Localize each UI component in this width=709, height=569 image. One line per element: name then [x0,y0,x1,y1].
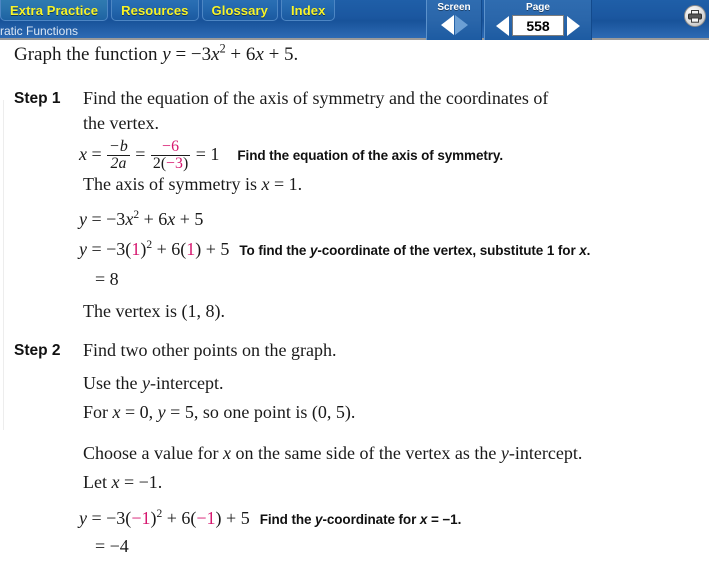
frac2-denominator [151,155,190,172]
function-substitution-equation [79,239,590,260]
screen-next-button[interactable] [455,15,468,35]
yeq1-exponent: 2 [133,209,140,221]
axis-eq-equals1: = [87,144,107,165]
let-x: x [111,472,120,492]
fraction-6-over-2neg3 [151,139,190,173]
yeq1-x: x [125,209,134,229]
frac1-denominator: 2a [107,155,130,172]
tab-resources[interactable] [111,0,198,21]
step-1-text-line1: Find the equation of the axis of symmetry and the coordinates of [83,88,549,108]
choose-y: y [500,443,509,463]
yeq2-note [239,243,590,258]
yeq3-close2: ) [215,508,222,528]
yeq3-note [260,512,462,527]
let-x-line [83,472,162,493]
frac2-den-pink: −3 [166,155,183,173]
intro-x: x [211,44,220,65]
axis-result-x: x [261,174,270,194]
yeq2-exponent: 2 [146,239,153,251]
yeq2-substituted-1b: 1 [186,239,196,259]
choose-x: x [222,443,231,463]
for-mid2: = 5, so one point is (0, 5). [165,402,356,422]
yeq2-close1: ) [140,239,147,259]
yeq3-plus6: + 6( [162,508,197,528]
page-nav-group [484,0,592,40]
axis-result-pre: The axis of symmetry is [83,174,262,194]
nav-tab-strip [0,0,338,22]
yeq3-exponent: 2 [156,508,163,520]
axis-of-symmetry-result [83,174,302,195]
for-y: y [157,402,166,422]
yeq2-y: y [79,239,87,259]
intro-exponent: 2 [219,41,226,56]
printer-icon [688,10,702,23]
yeq2-note-pre: To find the [239,243,310,258]
y-intercept-point-line [83,402,355,423]
intro-plus6: + 6 [225,44,256,65]
yeq3-note-x: x [419,512,428,527]
use-y-intercept-line [83,373,223,394]
yeq3-plus5: + 5 [221,508,250,528]
fraction-b-over-2a [107,139,130,173]
intro-y: y [162,44,171,65]
tab-glossary-label: Glossary [211,2,268,18]
step-1-text-line2: the vertex. [83,113,159,133]
tab-index-label: Index [290,2,326,18]
yeq3-substituted-neg1b: −1 [196,508,216,528]
yeq2-substituted-1a: 1 [131,239,141,259]
lesson-content [0,40,709,569]
page-nav-label: Page [526,2,550,13]
second-point-y-result: = −4 [95,536,129,556]
frac2-numerator: −6 [162,138,179,155]
yeq1-plus6: + 6 [139,209,168,229]
use-pre: Use the [83,373,142,393]
screen-nav-group [426,0,482,40]
yeq1-x2: x [167,209,176,229]
tab-extra-practice[interactable] [0,0,108,21]
yeq3-note-end: = −1. [427,512,462,527]
let-pre: Let [83,472,112,492]
let-post: = −1. [119,472,163,492]
yeq3-note-mid: -coordinate for [322,512,420,527]
step-2-label: Step 2 [14,342,61,359]
intro-equals: = [170,44,191,65]
yeq1-y: y [79,209,87,229]
axis-result-post: = 1. [269,174,303,194]
yeq2-equals: = [87,239,107,259]
frac2-den-pre: 2( [152,155,167,173]
yeq2-note-y: y [309,243,318,258]
tab-glossary[interactable] [202,0,278,21]
use-y: y [141,373,150,393]
yeq2-note-end: . [586,243,591,258]
frac1-numerator: −b [109,138,128,155]
for-x: x [112,402,121,422]
for-pre: For [83,402,113,422]
function-equation [79,209,203,230]
yeq3-note-y: y [315,512,323,527]
axis-eq-x: x [79,144,87,165]
page-prev-button[interactable] [496,16,509,36]
yeq3-substituted-neg1a: −1 [131,508,151,528]
page-arrow-row [485,14,591,36]
breadcrumb [0,22,78,40]
left-rule-divider [3,100,4,430]
yeq3-close1: ) [150,508,157,528]
vertex-y-result: = 8 [95,269,119,289]
yeq2-plus6: + 6( [152,239,187,259]
lesson-intro [14,41,299,66]
screen-nav-label: Screen [437,2,471,13]
axis-eq-result: = 1 [191,144,220,165]
yeq3-y: y [79,508,87,528]
screen-prev-button[interactable] [441,15,454,35]
yeq2-close2: ) [195,239,202,259]
choose-post: -intercept. [508,443,583,463]
page-next-button[interactable] [567,16,580,36]
step-1-label: Step 1 [14,90,61,107]
yeq3-equals: = [87,508,107,528]
choose-pre: Choose a value for [83,443,223,463]
yeq2-plus5: + 5 [201,239,230,259]
intro-prefix: Graph the function [14,44,163,65]
use-post: -intercept. [149,373,224,393]
for-mid1: = 0, [120,402,158,422]
intro-plus5: + 5. [263,44,299,65]
yeq2-note-x: x [579,243,587,258]
page-number-value: 558 [526,17,550,34]
yeq1-plus5: + 5 [175,209,204,229]
screen-arrow-row [427,14,481,35]
choose-value-line [83,443,582,464]
vertex-statement: The vertex is (1, 8). [83,301,225,321]
choose-mid: on the same side of the vertex as the [230,443,501,463]
breadcrumb-label: ratic Functions [0,24,79,38]
axis-eq-note: Find the equation of the axis of symmetry. [237,148,503,164]
print-button[interactable] [684,5,706,27]
yeq2-neg3: −3( [106,239,132,259]
yeq3-note-pre: Find the [259,512,316,527]
frac2-den-post: ) [182,155,189,173]
intro-neg3: −3 [190,44,212,65]
yeq1-equals: = [87,209,107,229]
intro-x2: x [255,44,264,65]
top-navigation-bar [0,0,709,40]
yeq1-neg3: −3 [106,209,126,229]
tab-resources-label: Resources [121,2,189,18]
tab-index[interactable] [281,0,335,21]
second-point-equation [79,508,461,529]
yeq2-note-mid: -coordinate of the vertex, substitute 1 for [317,243,580,258]
axis-eq-equals2: = [130,144,150,165]
axis-of-symmetry-equation [79,139,503,173]
tab-extra-practice-label: Extra Practice [10,2,99,18]
step-2-text-line1: Find two other points on the graph. [83,340,337,360]
yeq3-neg3: −3( [106,508,132,528]
page-number-input[interactable] [512,15,564,36]
